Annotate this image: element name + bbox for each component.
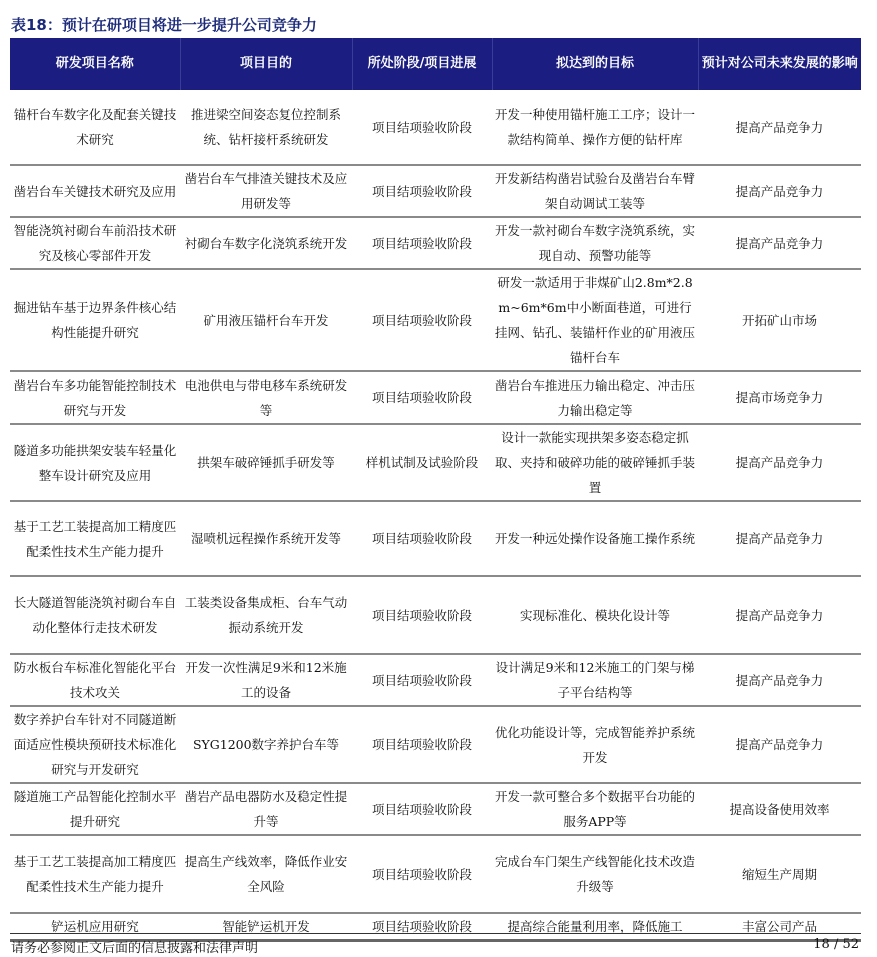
cell-target: 开发新结构凿岩试验台及凿岩台车臂架自动调试工装等 <box>492 165 698 217</box>
cell-impact: 提高产品竞争力 <box>698 706 861 783</box>
cell-project-purpose: 湿喷机远程操作系统开发等 <box>180 501 352 576</box>
cell-project-purpose: 工装类设备集成柜、台车气动振动系统开发 <box>180 576 352 654</box>
table-row <box>10 371 861 424</box>
table-row <box>10 654 861 706</box>
table-row <box>10 269 861 371</box>
cell-project-purpose: 智能铲运机开发 <box>180 913 352 941</box>
cell-project-name: 铲运机应用研究 <box>10 913 180 941</box>
cell-project-purpose: 凿岩产品电器防水及稳定性提升等 <box>180 783 352 835</box>
header-project-purpose: 项目目的 <box>180 38 352 90</box>
cell-stage: 项目结项验收阶段 <box>352 576 492 654</box>
cell-project-purpose: 推进梁空间姿态复位控制系统、钻杆接杆系统研发 <box>180 90 352 165</box>
cell-target: 设计满足9米和12米施工的门架与梯子平台结构等 <box>492 654 698 706</box>
page-number: 18 / 52 <box>813 937 859 952</box>
cell-impact: 提高产品竞争力 <box>698 576 861 654</box>
cell-stage: 项目结项验收阶段 <box>352 269 492 371</box>
cell-stage: 项目结项验收阶段 <box>352 501 492 576</box>
cell-target: 优化功能设计等，完成智能养护系统开发 <box>492 706 698 783</box>
cell-impact: 提高产品竞争力 <box>698 424 861 501</box>
table-row <box>10 783 861 835</box>
cell-impact: 提高设备使用效率 <box>698 783 861 835</box>
cell-project-purpose: 电池供电与带电移车系统研发等 <box>180 371 352 424</box>
cell-project-purpose: 开发一次性满足9米和12米施工的设备 <box>180 654 352 706</box>
cell-stage: 项目结项验收阶段 <box>352 654 492 706</box>
cell-impact: 开拓矿山市场 <box>698 269 861 371</box>
cell-impact: 提高产品竞争力 <box>698 217 861 269</box>
cell-target: 研发一款适用于非煤矿山2.8m*2.8m~6m*6m中小断面巷道，可进行挂网、钻孔、装锚杆作业的矿用液压锚杆台车 <box>492 269 698 371</box>
cell-stage: 项目结项验收阶段 <box>352 783 492 835</box>
table-row <box>10 835 861 913</box>
cell-target: 设计一款能实现拱架多姿态稳定抓取、夹持和破碎功能的破碎锤抓手装置 <box>492 424 698 501</box>
cell-target: 开发一种使用锚杆施工工序；设计一款结构简单、操作方便的钻杆库 <box>492 90 698 165</box>
cell-target: 开发一种远处操作设备施工操作系统 <box>492 501 698 576</box>
cell-stage: 项目结项验收阶段 <box>352 217 492 269</box>
header-project-name: 研发项目名称 <box>10 38 180 90</box>
cell-project-name: 隧道多功能拱架安装车轻量化整车设计研究及应用 <box>10 424 180 501</box>
header-impact: 预计对公司未来发展的影响 <box>698 38 861 90</box>
cell-project-name: 隧道施工产品智能化控制水平提升研究 <box>10 783 180 835</box>
cell-stage: 项目结项验收阶段 <box>352 90 492 165</box>
cell-stage: 项目结项验收阶段 <box>352 165 492 217</box>
header-stage: 所处阶段/项目进展 <box>352 38 492 90</box>
cell-project-name: 掘进钻车基于边界条件核心结构性能提升研究 <box>10 269 180 371</box>
cell-target: 开发一款衬砌台车数字浇筑系统，实现自动、预警功能等 <box>492 217 698 269</box>
cell-stage: 项目结项验收阶段 <box>352 706 492 783</box>
cell-project-name: 锚杆台车数字化及配套关键技术研究 <box>10 90 180 165</box>
cell-target: 提高综合能量利用率，降低施工 <box>492 913 698 941</box>
cell-target: 凿岩台车推进压力输出稳定、冲击压力输出稳定等 <box>492 371 698 424</box>
cell-project-purpose: SYG1200数字养护台车等 <box>180 706 352 783</box>
cell-impact: 提高产品竞争力 <box>698 165 861 217</box>
cell-project-purpose: 矿用液压锚杆台车开发 <box>180 269 352 371</box>
cell-impact: 提高产品竞争力 <box>698 654 861 706</box>
cell-target: 实现标准化、模块化设计等 <box>492 576 698 654</box>
research-projects-table <box>10 38 861 942</box>
cell-project-name: 长大隧道智能浇筑衬砌台车自动化整体行走技术研发 <box>10 576 180 654</box>
table-title: 表18：预计在研项目将进一步提升公司竞争力 <box>11 16 317 34</box>
cell-project-name: 防水板台车标准化智能化平台技术攻关 <box>10 654 180 706</box>
cell-project-name: 智能浇筑衬砌台车前沿技术研究及核心零部件开发 <box>10 217 180 269</box>
table-row <box>10 217 861 269</box>
cell-project-purpose: 提高生产线效率，降低作业安全风险 <box>180 835 352 913</box>
header-target: 拟达到的目标 <box>492 38 698 90</box>
cell-project-purpose: 衬砌台车数字化浇筑系统开发 <box>180 217 352 269</box>
table-row <box>10 576 861 654</box>
cell-project-purpose: 凿岩台车气排渣关键技术及应用研发等 <box>180 165 352 217</box>
cell-target: 开发一款可整合多个数据平台功能的服务APP等 <box>492 783 698 835</box>
footer-disclaimer: 请务必参阅正文后面的信息披露和法律声明 <box>11 941 259 956</box>
table-row <box>10 165 861 217</box>
cell-impact: 提高产品竞争力 <box>698 90 861 165</box>
table-row <box>10 424 861 501</box>
table-row <box>10 706 861 783</box>
cell-project-name: 凿岩台车关键技术研究及应用 <box>10 165 180 217</box>
cell-project-name: 数字养护台车针对不同隧道断面适应性模块预研技术标准化研究与开发研究 <box>10 706 180 783</box>
table-row <box>10 501 861 576</box>
footer-divider <box>10 933 861 934</box>
cell-stage: 样机试制及试验阶段 <box>352 424 492 501</box>
cell-impact: 提高产品竞争力 <box>698 501 861 576</box>
cell-stage: 项目结项验收阶段 <box>352 913 492 941</box>
cell-target: 完成台车门架生产线智能化技术改造升级等 <box>492 835 698 913</box>
cell-impact: 丰富公司产品 <box>698 913 861 941</box>
cell-impact: 缩短生产周期 <box>698 835 861 913</box>
cell-impact: 提高市场竞争力 <box>698 371 861 424</box>
cell-stage: 项目结项验收阶段 <box>352 371 492 424</box>
cell-stage: 项目结项验收阶段 <box>352 835 492 913</box>
cell-project-purpose: 拱架车破碎锤抓手研发等 <box>180 424 352 501</box>
cell-project-name: 凿岩台车多功能智能控制技术研究与开发 <box>10 371 180 424</box>
cell-project-name: 基于工艺工装提高加工精度匹配柔性技术生产能力提升 <box>10 835 180 913</box>
table-row <box>10 90 861 165</box>
cell-project-name: 基于工艺工装提高加工精度匹配柔性技术生产能力提升 <box>10 501 180 576</box>
table-header-row <box>10 38 861 90</box>
